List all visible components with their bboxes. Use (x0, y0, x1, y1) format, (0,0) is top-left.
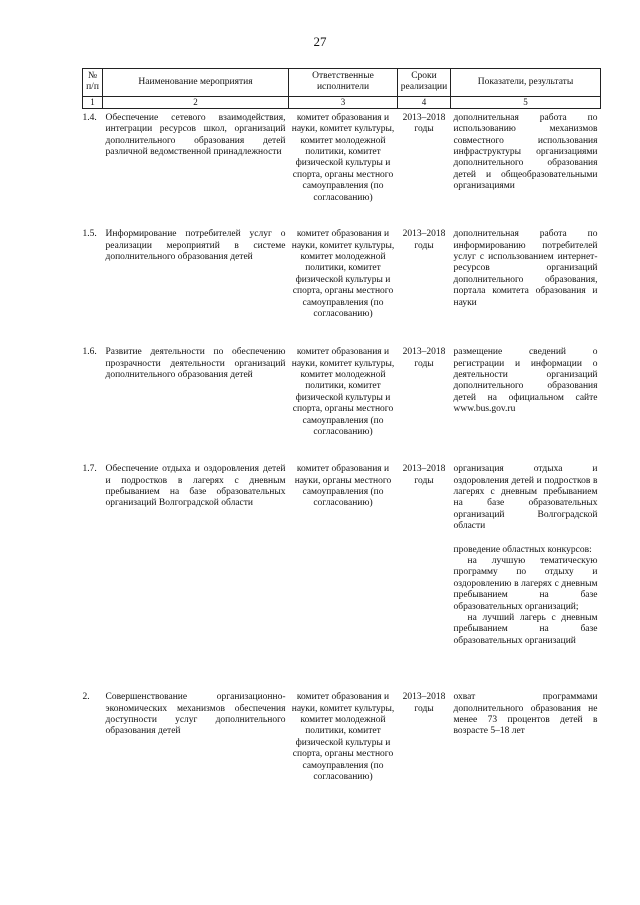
column-number: 1 (83, 96, 103, 108)
row-number: 2. (82, 692, 90, 703)
table-row (83, 460, 601, 688)
column-number-row (83, 96, 601, 108)
table-row (83, 225, 601, 343)
indicator-text: проведение областных конкурсов: (453, 544, 592, 555)
implementation-term: 2013–2018 годы (402, 112, 446, 135)
responsible-executors: комитет образования и науки, комитет культуры, комитет молодежной политики, комитет физической культуры и спорта, органы местного самоуправления (по согласованию) (291, 347, 395, 438)
column-number: 2 (103, 96, 289, 108)
table-row (83, 688, 601, 783)
responsible-executors: комитет образования и науки, комитет культуры, комитет молодежной политики, комитет физической культуры и спорта, органы местного самоуправления (по согласованию) (291, 112, 395, 203)
responsible-executors: комитет образования и науки, комитет культуры, комитет молодежной политики, комитет физической культуры и спорта, органы местного самоуправления (по согласованию) (291, 692, 395, 783)
table-row (83, 108, 601, 225)
table-header-row (83, 69, 601, 97)
page-number: 27 (313, 34, 327, 49)
indicator-text: размещение сведений о регистрации и информации о деятельности организаций дополнительного образования детей на официальном сайте www.bus.gov.ru (453, 347, 598, 415)
indicators (451, 343, 601, 460)
row-number: 1.6. (82, 347, 97, 358)
table-row (83, 343, 601, 460)
implementation-term: 2013–2018 годы (402, 464, 446, 486)
header-num: № п/п (83, 69, 103, 97)
event-name: Совершенствование организационно-экономических механизмов обеспечения доступности услуг дополнительного образования детей (105, 692, 286, 737)
row-number: 1.5. (82, 229, 97, 240)
event-name: Обеспечение отдыха и оздоровления детей и подростков в лагерях с дневным пребыванием на базе образовательных организаций Волгоградской области (105, 464, 286, 509)
column-number: 4 (398, 96, 451, 108)
row-number: 1.7. (82, 464, 97, 475)
responsible-executors: комитет образования и науки, комитет культуры, комитет молодежной политики, комитет физической культуры и спорта, органы местного самоуправления (по согласованию) (291, 229, 395, 320)
header-indicators: Показатели, результаты (451, 69, 601, 97)
indicator-text: дополнительная работа по информированию потребителей услуг с использованием интернет-ресурсов организаций дополнительного образования, портала комитета образования и науки (453, 229, 598, 308)
header-term: Сроки реализации (398, 69, 451, 97)
indicators (451, 108, 601, 225)
indicator-text: охват программами дополнительного образования не менее 73 процентов детей в возрасте 5–18 лет (453, 692, 598, 737)
indicator-text: организация отдыха и оздоровления детей и подростков в лагерях с дневным пребыванием на базе образовательных организаций Волгоградской области (453, 464, 598, 532)
header-event: Наименование мероприятия (103, 69, 289, 97)
plan-table (82, 68, 601, 783)
column-number: 3 (289, 96, 398, 108)
indicator-text: дополнительная работа по использованию механизмов совместного использования инфраструктуры организациями дополнительного образования детей и общеобразовательными организациями (453, 112, 598, 192)
indicator-text: на лучшую тематическую программу по отдыху и оздоровлению в лагерях с дневным пребыванием на базе образовательных организаций; (453, 556, 598, 612)
responsible-executors: комитет образования и науки, органы местного самоуправления (по согласованию) (294, 464, 392, 509)
indicator-text: на лучший лагерь с дневным пребыванием на базе образовательных организаций (453, 612, 598, 646)
event-name: Развитие деятельности по обеспечению прозрачности деятельности организаций дополнительного образования детей (105, 347, 286, 381)
row-number: 1.4. (82, 112, 97, 123)
column-number: 5 (451, 96, 601, 108)
event-name: Обеспечение сетевого взаимодействия, интеграции ресурсов школ, организаций дополнительного образования детей различной ведомственной принадлежности (105, 112, 286, 157)
event-name: Информирование потребителей услуг о реализации мероприятий в системе дополнительного образования детей (105, 229, 286, 263)
indicators (451, 225, 601, 343)
indicators (451, 688, 601, 783)
header-responsible: Ответственные исполнители (289, 69, 398, 97)
implementation-term: 2013–2018 годы (402, 229, 446, 251)
indicators (451, 460, 601, 688)
implementation-term: 2013–2018 годы (402, 347, 446, 369)
implementation-term: 2013–2018 годы (402, 692, 446, 714)
